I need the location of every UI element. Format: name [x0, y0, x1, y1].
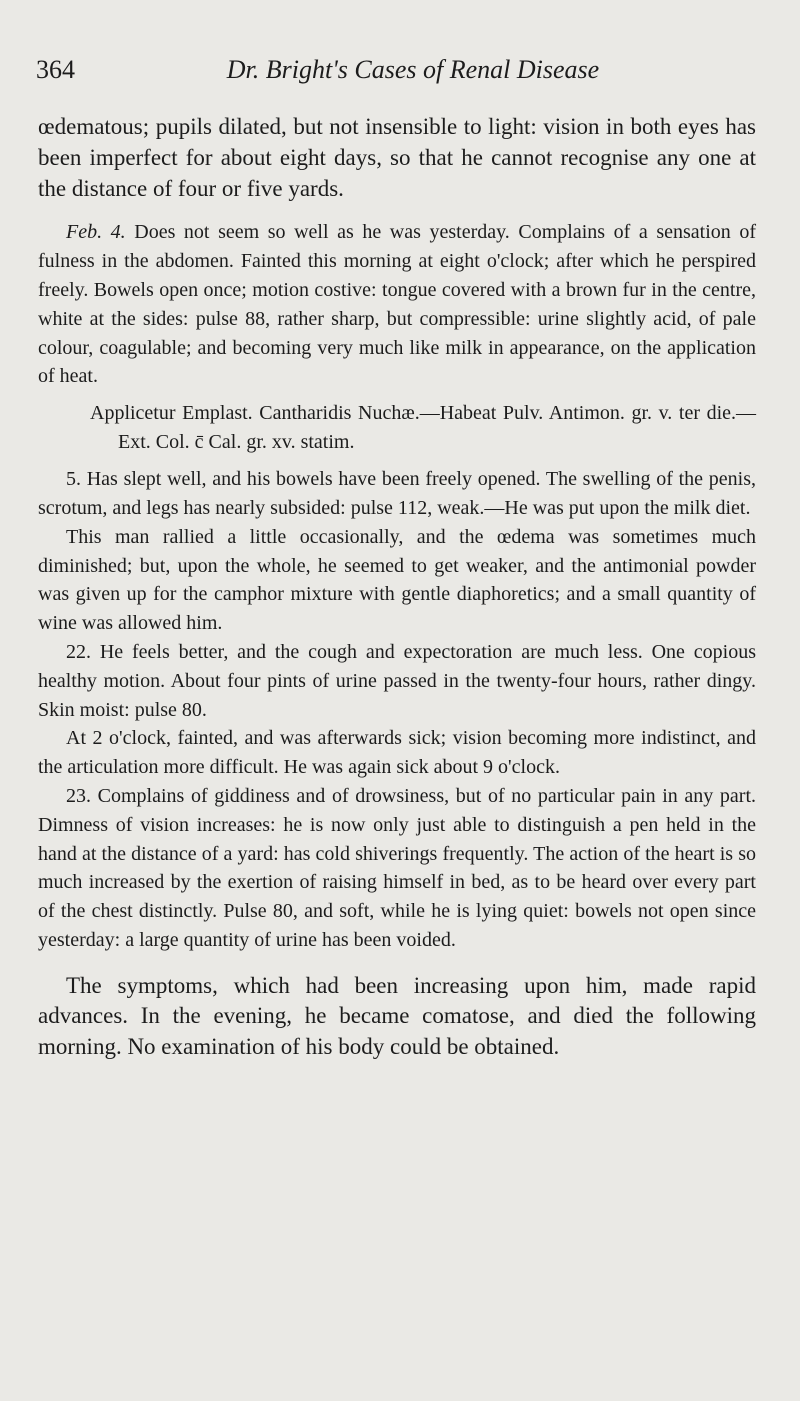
page-number: 364	[36, 55, 75, 84]
running-title: Dr. Bright's Cases of Renal Disease	[226, 55, 600, 84]
paragraph-day-23: 23. Complains of giddiness and of drowsiness, but of no particular pain in any part. Dimness of vision increases: he is now only just able to distinguish a pen held in the hand at the distance of a yard: has cold shiverings frequently. The action of the heart is so much increased by the exertion of raising himself in bed, as to be heard over every part of the chest distinctly. Pulse 80, and soft, while he is lying quiet: bowels not open since yesterday: a large quantity of urine has been voided.	[38, 784, 756, 951]
paragraph-conclusion: The symptoms, which had been increasing upon him, made rapid advances. In the evening, he became comatose, and died the following morning. No examination of his body could be obtained.	[38, 972, 756, 1059]
paragraph-fainted: At 2 o'clock, fainted, and was afterwards sick; vision becoming more indistinct, and the articulation more difficult. He was again sick about 9 o'clock.	[38, 727, 756, 779]
page-body	[38, 112, 756, 1063]
paragraph-continuation: œdematous; pupils dilated, but not insensible to light: vision in both eyes has been imperfect for about eight days, so that he cannot recognise any one at the distance of four or five yards.	[38, 114, 756, 201]
prescription: Applicetur Emplast. Cantharidis Nuchæ.—Habeat Pulv. Antimon. gr. v. ter die.—Ext. Col. c̄ Cal. gr. xv. statim.	[90, 402, 756, 454]
paragraph-progress: This man rallied a little occasionally, and the œdema was sometimes much diminished; but, upon the whole, he seemed to get weaker, and the antimonial powder was given up for the camphor mixture with gentle diaphoretics; and a small quantity of wine was allowed him.	[38, 525, 756, 635]
paragraph-feb-4	[38, 218, 756, 391]
paragraph-text: Does not seem so well as he was yesterday. Complains of a sensation of fulness in the abdomen. Fainted this morning at eight o'clock; after which he perspired freely. Bowels open once; motion costive: tongue covered with a brown fur in the centre, white at the sides: pulse 88, rather sharp, but compressible: urine slightly acid, of pale colour, coagulable; and becoming very much like milk in appearance, on the application of heat.	[38, 221, 756, 388]
date-label: Feb. 4.	[66, 221, 126, 244]
paragraph-day-5: 5. Has slept well, and his bowels have been freely opened. The swelling of the penis, scrotum, and legs has nearly subsided: pulse 112, weak.—He was put upon the milk diet.	[38, 468, 756, 519]
paragraph-day-22: 22. He feels better, and the cough and expectoration are much less. One copious healthy motion. About four pints of urine passed in the twenty-four hours, rather dingy. Skin moist: pulse 80.	[38, 640, 756, 721]
page-header	[36, 55, 760, 95]
